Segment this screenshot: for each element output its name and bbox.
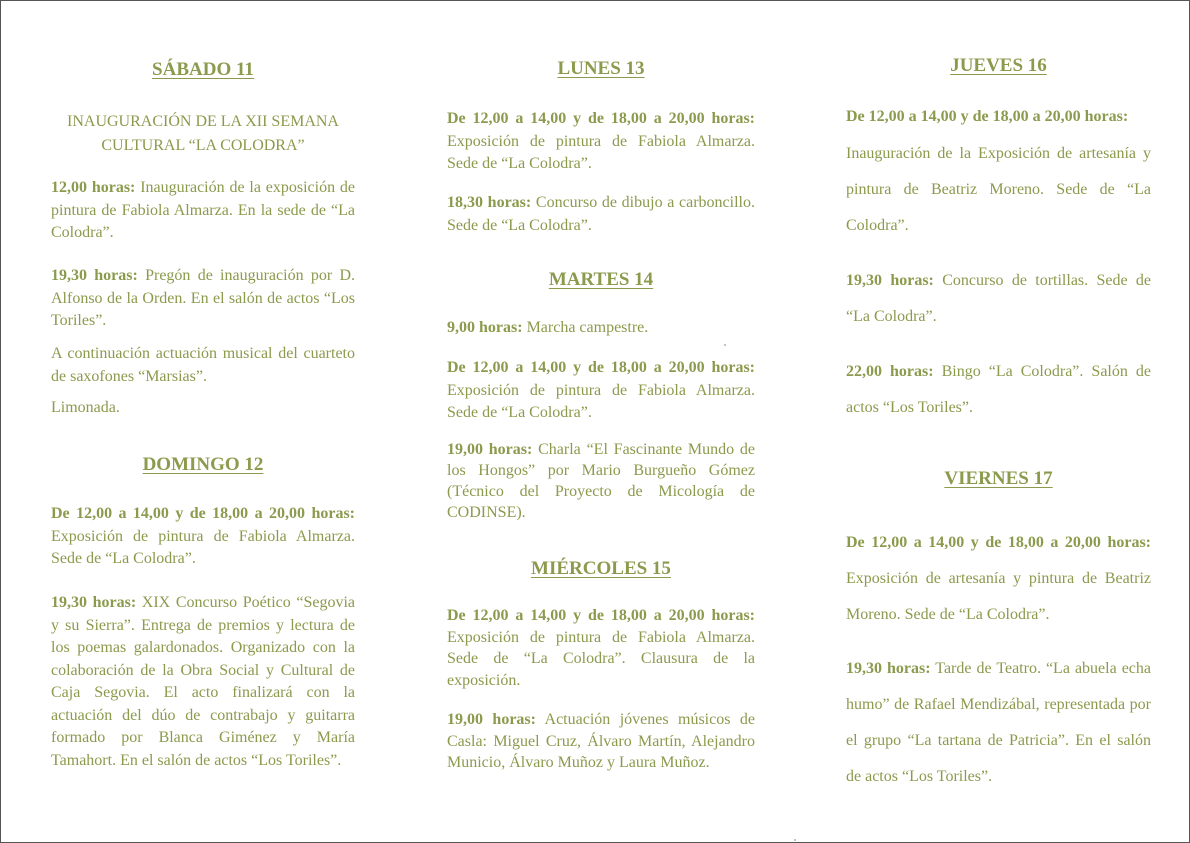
event-text: Inauguración de la exposición de pintura de Fabiola Almarza. En la sede de “La Colodra”. xyxy=(51,179,355,241)
event-text: Tarde de Teatro. “La abuela echa humo” de Rafael Mendizábal, representada por el grupo “La tartana de Patricia”. En el salón de actos “Los Toriles”. xyxy=(846,660,1152,785)
inauguration-title xyxy=(51,110,355,158)
event-text: Exposición de pintura de Fabiola Almarza. Sede de “La Colodra”. xyxy=(51,527,355,567)
event-time: 19,00 horas: xyxy=(447,711,536,728)
inauguration-title-line2: CULTURAL “LA COLODRA” xyxy=(101,137,305,154)
day-heading-martes: MARTES 14 xyxy=(548,269,654,290)
event-time: De 12,00 a 14,00 y de 18,00 a 20,00 horas: xyxy=(447,359,755,376)
event-item xyxy=(51,265,355,333)
event-item xyxy=(846,525,1151,633)
event-text: XIX Concurso Poético “Segovia y su Sierra”. Entrega de premios y lectura de los poemas galardonados. Organizado con la colaboración de la Obra Social y Cultural de Caja Segovia. El acto finalizará con la actuación del dúo de contrabajo y guitarra formado por Blanca Giménez y María Tamahort. En el salón de actos “Los Toriles”. xyxy=(51,594,356,769)
event-time: 18,30 horas: xyxy=(447,194,532,211)
event-text: Concurso de dibujo a carboncillo. Sede de “La Colodra”. xyxy=(447,194,755,234)
event-item xyxy=(51,397,355,420)
event-item xyxy=(51,177,355,245)
event-text: A continuación actuación musical del cuarteto de saxofones “Marsias”. xyxy=(51,345,355,385)
day-heading-sabado: SÁBADO 11 xyxy=(152,59,254,80)
event-item xyxy=(447,192,755,237)
day-heading-viernes: VIERNES 17 xyxy=(944,468,1053,489)
event-text: Actuación jóvenes músicos de Casla: Miguel Cruz, Álvaro Martín, Alejandro Municio, Álvaro Muñoz y Laura Muñoz. xyxy=(447,711,755,771)
event-item xyxy=(447,108,755,176)
event-time: 19,30 horas: xyxy=(846,660,931,677)
event-item xyxy=(447,357,755,425)
event-time: 12,00 horas: xyxy=(51,179,136,196)
event-time: De 12,00 a 14,00 y de 18,00 a 20,00 horas: xyxy=(51,505,355,522)
day-heading-miercoles: MIÉRCOLES 15 xyxy=(531,558,671,579)
event-time: 19,30 horas: xyxy=(51,267,138,284)
event-text: Bingo “La Colodra”. Salón de actos “Los Toriles”. xyxy=(846,363,1151,416)
event-text: Concurso de tortillas. Sede de “La Colodra”. xyxy=(846,272,1151,325)
event-text: Exposición de pintura de Fabiola Almarza. Sede de “La Colodra”. xyxy=(447,381,755,421)
event-item xyxy=(846,263,1151,335)
event-item xyxy=(51,343,355,388)
event-item xyxy=(51,503,355,571)
event-time: 22,00 horas: xyxy=(846,363,934,380)
event-time: 19,30 horas: xyxy=(846,272,934,289)
event-text: Charla “El Fascinante Mundo de los Hongos” por Mario Burgueño Gómez (Técnico del Proyecto de Micología de CODINSE). xyxy=(447,441,755,521)
event-text: Exposición de pintura de Fabiola Almarza. Sede de “La Colodra”. Clausura de la exposición. xyxy=(447,628,755,689)
day-heading-lunes: LUNES 13 xyxy=(557,58,645,79)
day-heading-domingo: DOMINGO 12 xyxy=(142,454,264,475)
event-text: Exposición de pintura de Fabiola Almarza. Sede de “La Colodra”. xyxy=(447,132,755,172)
event-text: Exposición de artesanía y pintura de Beatriz Moreno. Sede de “La Colodra”. xyxy=(846,570,1151,623)
event-item xyxy=(846,651,1151,795)
event-time: De 12,00 a 14,00 y de 18,00 a 20,00 horas: xyxy=(846,108,1129,125)
paper-speck xyxy=(724,344,726,346)
event-item xyxy=(447,317,755,340)
event-time: 19,30 horas: xyxy=(51,594,137,611)
day-heading-jueves: JUEVES 16 xyxy=(950,55,1047,76)
paper-speck xyxy=(794,839,796,841)
event-text: Pregón de inauguración por D. Alfonso de la Orden. En el salón de actos “Los Toriles”. xyxy=(51,267,355,329)
event-time: De 12,00 a 14,00 y de 18,00 a 20,00 horas: xyxy=(447,110,755,127)
event-time: 9,00 horas: xyxy=(447,319,523,336)
event-time: 19,00 horas: xyxy=(447,441,533,458)
event-text: Inauguración de la Exposición de artesanía y pintura de Beatriz Moreno. Sede de “La Colodra”. xyxy=(846,145,1151,234)
event-text: Marcha campestre. xyxy=(522,319,649,336)
event-item xyxy=(447,439,755,523)
event-time: De 12,00 a 14,00 y de 18,00 a 20,00 horas: xyxy=(447,607,755,624)
inauguration-title-line1: INAUGURACIÓN DE LA XII SEMANA xyxy=(67,113,339,130)
event-text: Limonada. xyxy=(51,399,120,416)
event-time: De 12,00 a 14,00 y de 18,00 a 20,00 horas: xyxy=(846,534,1151,551)
event-item xyxy=(846,354,1151,426)
event-item xyxy=(846,106,1151,129)
event-item xyxy=(447,709,755,774)
event-item xyxy=(51,592,355,772)
event-item xyxy=(846,136,1151,244)
event-item xyxy=(447,605,755,691)
